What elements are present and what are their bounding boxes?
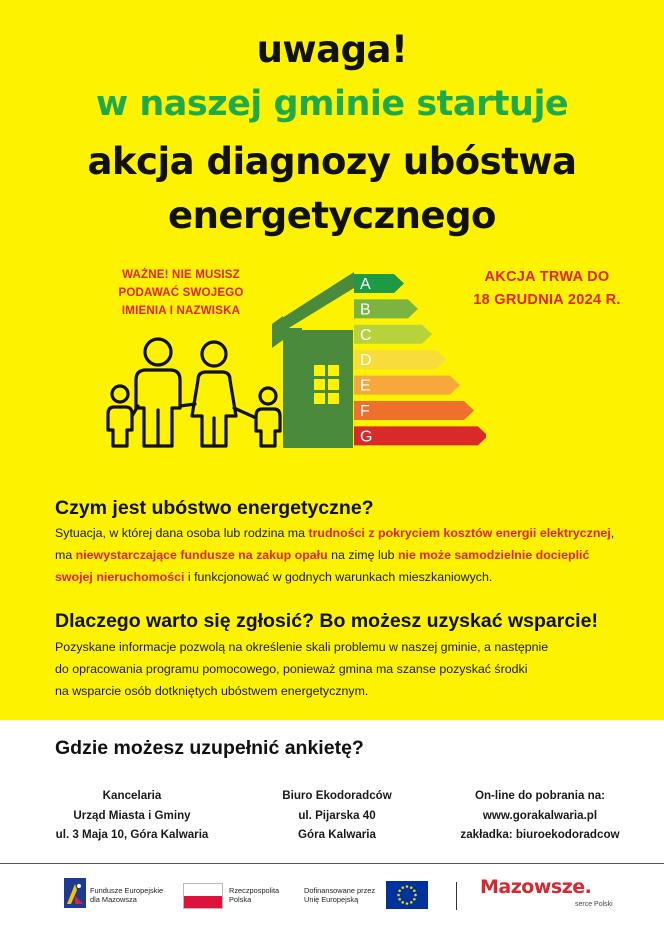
highlight-text: swojej nieruchomości — [55, 570, 185, 584]
headline-starts: w naszej gminie startuje — [95, 84, 569, 124]
privacy-note-line: IMIENIA I NAZWISKA — [121, 305, 241, 317]
energy-class-label: B — [360, 301, 371, 319]
text-line — [55, 522, 635, 544]
highlight-text: niewystarczające fundusze na zakup opału — [75, 548, 328, 562]
eu-star-icon — [401, 886, 404, 889]
energy-class-bar — [354, 426, 486, 445]
eu-star-icon — [401, 901, 404, 904]
eu-star-icon — [398, 889, 401, 892]
text-line — [55, 544, 635, 566]
location-online — [440, 786, 640, 845]
location-link[interactable]: www.gorakalwaria.pl — [482, 808, 598, 822]
mazowsze-slogan: serce Polski — [575, 901, 613, 908]
energy-scale — [354, 274, 486, 445]
energy-class-label: D — [360, 352, 372, 370]
logo-line: Rzeczpospolita — [229, 886, 280, 895]
polish-flag-icon — [183, 883, 223, 909]
logo-separator — [456, 882, 457, 910]
section-why-text — [55, 636, 635, 702]
house-icon — [272, 272, 354, 448]
eu-funding-logo — [304, 886, 375, 904]
family-house-energy-illustration — [96, 268, 486, 458]
european-funds-logo — [90, 886, 163, 904]
text-span: Sytuacja, w której dana osoba lub rodzina ma — [55, 526, 309, 540]
section-what-is-title: Czym jest ubóstwo energetyczne? — [55, 497, 374, 519]
highlight-text: nie może samodzielnie docieplić — [397, 548, 590, 562]
eu-star-icon — [414, 894, 417, 897]
text-span: ma — [55, 548, 76, 562]
eu-star-icon — [406, 902, 409, 905]
text-span: i funkcjonować w godnych warunkach mieszkaniowych. — [184, 570, 493, 584]
eu-star-icon — [413, 889, 416, 892]
eu-star-icon — [413, 898, 416, 901]
logo-line: Polska — [229, 895, 252, 904]
republic-of-poland-logo — [229, 886, 279, 904]
text-line — [55, 566, 635, 588]
location-line: ul. 3 Maja 10, Góra Kalwaria — [55, 828, 209, 841]
eu-star-icon — [398, 898, 401, 901]
energy-class-label: E — [360, 377, 371, 395]
energy-class-label: C — [360, 326, 372, 344]
european-funds-logo-icon — [64, 878, 86, 908]
deadline-note-line: AKCJA TRWA DO — [484, 269, 610, 285]
logo-line: Fundusze Europejskie — [90, 886, 164, 895]
headline-energy: energetycznego — [168, 194, 496, 237]
location-line: ul. Pijarska 40 — [298, 808, 376, 822]
energy-class-label: A — [360, 276, 371, 293]
text-line: Pozyskane informacje pozwolą na określenie skali problemu w naszej gminie, a następnie — [55, 640, 549, 654]
location-line: Góra Kalwaria — [298, 828, 376, 841]
logo-line: dla Mazowsza — [90, 895, 137, 904]
text-span: , — [610, 526, 615, 540]
highlight-text: trudności z pokryciem kosztów energii elektrycznej — [308, 526, 611, 540]
privacy-note-line: PODAWAĆ SWOJEGO — [118, 287, 244, 299]
energy-class-bar — [354, 401, 474, 420]
eu-star-icon — [397, 894, 400, 897]
location-line: On-line do pobrania na: — [474, 789, 606, 802]
eu-star-icon — [410, 901, 413, 904]
section-what-is-text — [55, 522, 635, 588]
text-span: na zimę lub — [327, 548, 398, 562]
family-icon — [108, 339, 280, 446]
energy-class-label: G — [360, 428, 373, 446]
deadline-note-line: 18 GRUDNIA 2024 R. — [473, 292, 621, 308]
location-line: Kancelaria — [102, 789, 162, 802]
funding-logos-bar — [0, 864, 664, 929]
headline-action: akcja diagnozy ubóstwa — [87, 140, 577, 183]
mazowsze-logo: Mazowsze. — [480, 876, 592, 898]
location-eco-advisors — [237, 786, 437, 845]
text-line: na wsparcie osób dotkniętych ubóstwem energetycznym. — [55, 684, 369, 698]
location-line: zakładka: biuroekodoradcow — [460, 828, 620, 841]
headline-attention: uwaga! — [256, 28, 408, 71]
location-line: Urząd Miasta i Gminy — [73, 808, 191, 822]
text-line: do opracowania programu pomocowego, ponieważ gmina ma szanse pozyskać środki — [55, 662, 528, 676]
section-why-title: Dlaczego warto się zgłosić? Bo możesz uzyskać wsparcie! — [55, 610, 598, 632]
logo-line: Dofinansowane przez — [304, 886, 376, 895]
logo-line: Unię Europejską — [304, 895, 359, 904]
privacy-note-line: WAŻNE! NIE MUSISZ — [122, 269, 240, 281]
energy-class-label: F — [360, 403, 370, 420]
location-office — [32, 786, 232, 845]
eu-star-icon — [406, 885, 409, 888]
eu-star-icon — [410, 886, 413, 889]
eu-flag-icon — [386, 881, 428, 909]
location-line: Biuro Ekodoradców — [282, 789, 392, 802]
section-where-title: Gdzie możesz uzupełnić ankietę? — [55, 737, 364, 759]
